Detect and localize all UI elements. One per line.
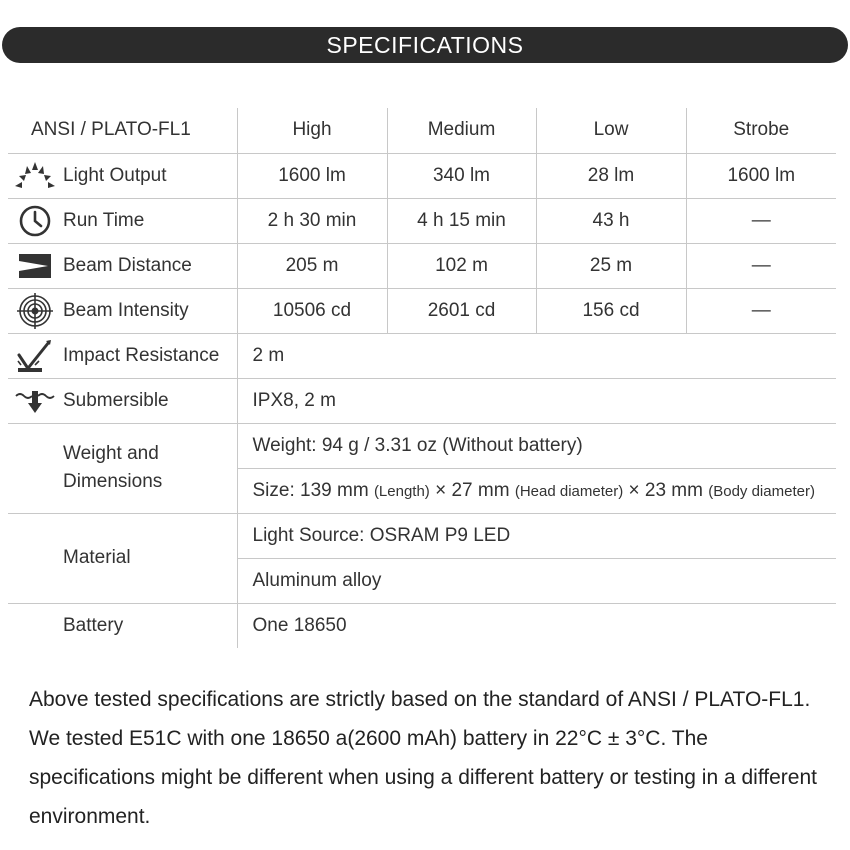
header-row [8, 108, 836, 153]
submersible-value: IPX8, 2 m [237, 378, 836, 423]
weight-label-line2: Dimensions [63, 471, 163, 492]
run-time-high: 2 h 30 min [237, 198, 387, 243]
size-body-note: (Body diameter) [708, 482, 815, 500]
beam-intensity-row [8, 288, 836, 333]
target-icon [12, 293, 58, 329]
light-output-low: 28 lm [536, 153, 686, 198]
run-time-strobe: — [686, 198, 836, 243]
clock-icon [12, 204, 58, 238]
light-output-row [8, 153, 836, 198]
mode-strobe: Strobe [686, 108, 836, 153]
weight-dimensions-label [8, 423, 237, 513]
beam-distance-high: 205 m [237, 243, 387, 288]
size-body: × 23 mm [628, 479, 703, 501]
material-value: Aluminum alloy [237, 558, 836, 603]
run-time-low: 43 h [536, 198, 686, 243]
beam-distance-label: Beam Distance [63, 254, 192, 276]
battery-row [8, 603, 836, 648]
submersible-label: Submersible [63, 389, 169, 411]
weight-label-line1: Weight and [63, 443, 159, 464]
size-length: Size: 139 mm [252, 479, 369, 501]
mode-low: Low [536, 108, 686, 153]
beam-distance-icon [12, 253, 58, 279]
weight-row [8, 423, 836, 468]
specifications-banner: SPECIFICATIONS [2, 27, 848, 63]
beam-distance-row [8, 243, 836, 288]
light-output-high: 1600 lm [237, 153, 387, 198]
beam-distance-low: 25 m [536, 243, 686, 288]
run-time-row [8, 198, 836, 243]
light-source-value: Light Source: OSRAM P9 LED [237, 513, 836, 558]
beam-distance-strobe: — [686, 243, 836, 288]
beam-distance-medium: 102 m [387, 243, 536, 288]
light-source-row [8, 513, 836, 558]
spec-table [8, 108, 836, 648]
beam-intensity-strobe: — [686, 288, 836, 333]
mode-high: High [237, 108, 387, 153]
battery-label: Battery [63, 614, 124, 636]
size-head-note: (Head diameter) [514, 482, 624, 500]
mode-medium: Medium [387, 108, 536, 153]
beam-intensity-high: 10506 cd [237, 288, 387, 333]
beam-intensity-medium: 2601 cd [387, 288, 536, 333]
battery-value: One 18650 [237, 603, 836, 648]
standard-label: ANSI / PLATO-FL1 [8, 108, 237, 153]
submersible-row [8, 378, 836, 423]
size-value [237, 468, 836, 513]
beam-intensity-low: 156 cd [536, 288, 686, 333]
beam-intensity-label: Beam Intensity [63, 299, 189, 321]
size-head: × 27 mm [435, 479, 510, 501]
test-note-paragraph: Above tested specifications are strictly based on the standard of ANSI / PLATO-FL1. We tested E51C with one 18650 a(2600 mAh) battery in 22°C ± 3°C. The specifications might be different when using a different battery or testing in a different environment. [29, 688, 817, 828]
size-length-note: (Length) [373, 482, 430, 500]
run-time-medium: 4 h 15 min [387, 198, 536, 243]
material-label: Material [8, 513, 237, 603]
light-burst-icon [12, 162, 58, 190]
impact-resistance-value: 2 m [237, 333, 836, 378]
impact-resistance-label: Impact Resistance [63, 344, 220, 366]
weight-value: Weight: 94 g / 3.31 oz (Without battery) [237, 423, 836, 468]
impact-icon [12, 339, 58, 373]
run-time-label: Run Time [63, 209, 145, 231]
impact-resistance-row [8, 333, 836, 378]
submersible-icon [12, 387, 58, 415]
light-output-medium: 340 lm [387, 153, 536, 198]
light-output-label: Light Output [63, 164, 167, 186]
light-output-strobe: 1600 lm [686, 153, 836, 198]
